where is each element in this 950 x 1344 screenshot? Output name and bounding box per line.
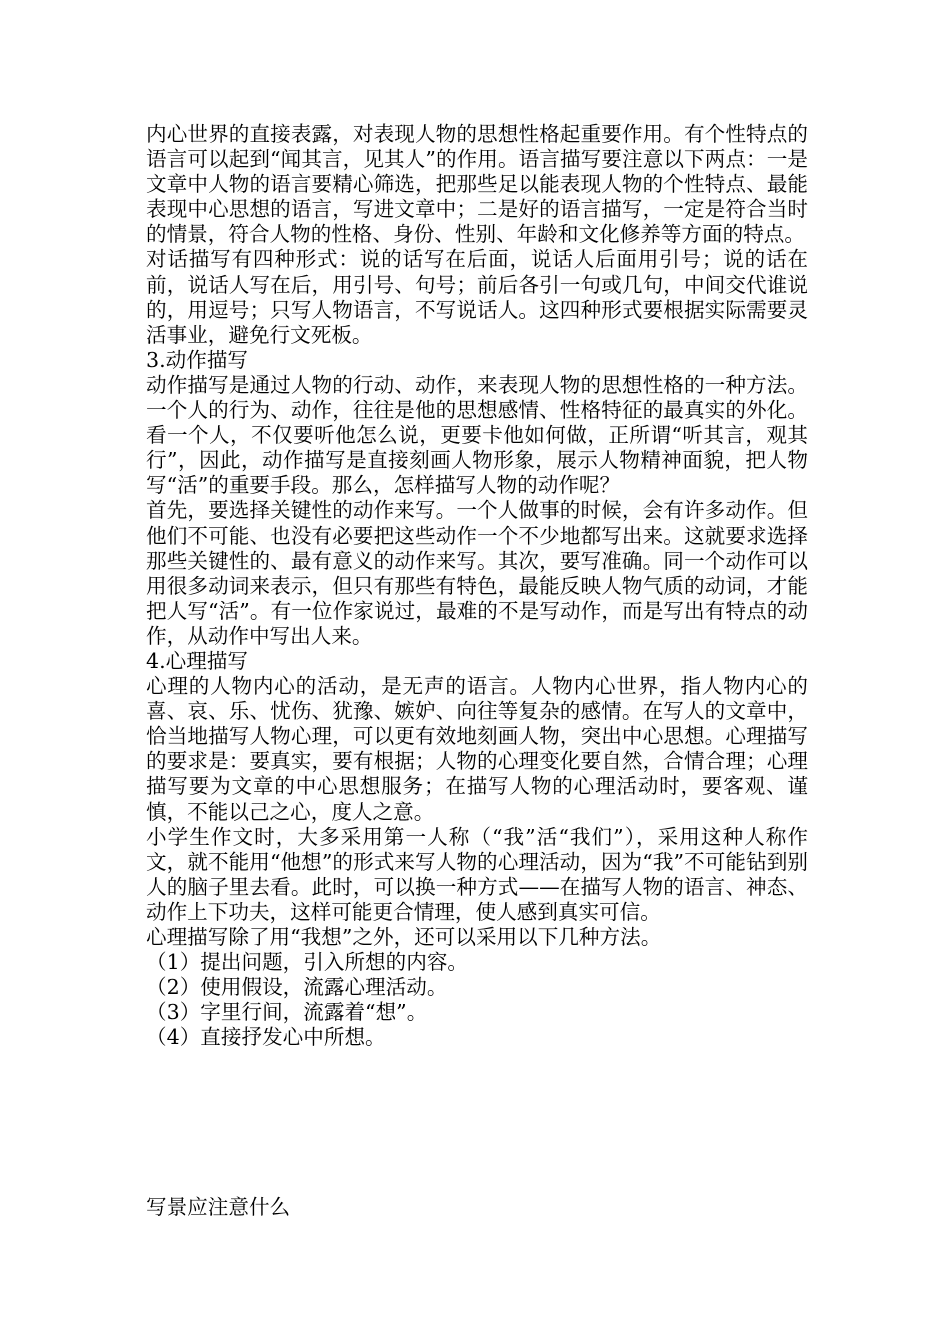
list-item: （4）直接抒发心中所想。	[146, 1025, 386, 1050]
paragraph-methods-intro: 心理描写除了用“我想”之外，还可以采用以下几种方法。	[146, 925, 662, 949]
list-item: （2）使用假设，流露心理活动。	[146, 975, 448, 1000]
paragraph-psychology-definition: 心理的人物内心的活动，是无声的语言。人物内心世界，指人物内心的喜、哀、乐、忧伤、犹豫、嫉妒、向往等复杂的感情。在写人的文章中，恰当地描写人物心理，可以更有效地刻画人物，突出中心思想。心理描写的要求是：要真实，要有根据；人物的心理变化要自然，合情合理；心理描写要为文章的中心思想服务；在描写人物的心理活动时，要客观、谨慎，不能以己之心，度人之意。	[146, 674, 808, 824]
section-title-scenery: 写景应注意什么	[146, 1195, 291, 1219]
paragraph-dialogue-forms: 对话描写有四种形式：说的话写在后面，说话人后面用引号；说的话在前，说话人写在后，用引号、句号；前后各引一句或几句，中间交代谁说的，用逗号；只写人物语言，不写说话人。这四种形式要根据实际需要灵活事业，避免行文死板。	[146, 247, 808, 347]
list-item: （1）提出问题，引入所想的内容。	[146, 950, 469, 975]
list-item: （3）字里行间，流露着“想”。	[146, 1000, 428, 1025]
paragraph-language-description: 内心世界的直接表露，对表现人物的思想性格起重要作用。有个性特点的语言可以起到“闻其言，见其人”的作用。语言描写要注意以下两点：一是文章中人物的语言要精心筛选，把那些足以能表现人物的个性特点、最能表现中心思想的语言，写进文章中；二是好的语言描写，一定是符合当时的情景，符合人物的性格、身份、性别、年龄和文化修养等方面的特点。	[146, 122, 808, 247]
paragraph-action-definition: 动作描写是通过人物的行动、动作，来表现人物的思想性格的一种方法。一个人的行为、动作，往往是他的思想感情、性格特征的最真实的外化。看一个人，不仅要听他怎么说，更要卡他如何做，正所谓“听其言，观其行”，因此，动作描写是直接刻画人物形象，展示人物精神面貌，把人物写“活”的重要手段。那么，怎样描写人物的动作呢？	[146, 372, 808, 498]
paragraph-first-person: 小学生作文时，大多采用第一人称（“我”活“我们”），采用这种人称作文，就不能用“他想”的形式来写人物的心理活动，因为“我”不可能钻到别人的脑子里去看。此时，可以换一种方式——在描写人物的语言、神态、动作上下功夫，这样可能更合情理，使人感到真实可信。	[146, 824, 808, 924]
paragraph-action-method: 首先，要选择关键性的动作来写。一个人做事的时候，会有许多动作。但他们不可能、也没有必要把这些动作一个不少地都写出来。这就要求选择那些关键性的、最有意义的动作来写。其次，要写准确。同一个动作可以用很多动词来表示，但只有那些有特色，最能反映人物气质的动词，才能把人写“活”。有一位作家说过，最难的不是写动作，而是写出有特点的动作，从动作中写出人来。	[146, 498, 808, 648]
document-body	[146, 122, 808, 1050]
heading-action-description: 3.动作描写	[146, 347, 249, 372]
heading-psychological-description: 4.心理描写	[146, 648, 249, 673]
